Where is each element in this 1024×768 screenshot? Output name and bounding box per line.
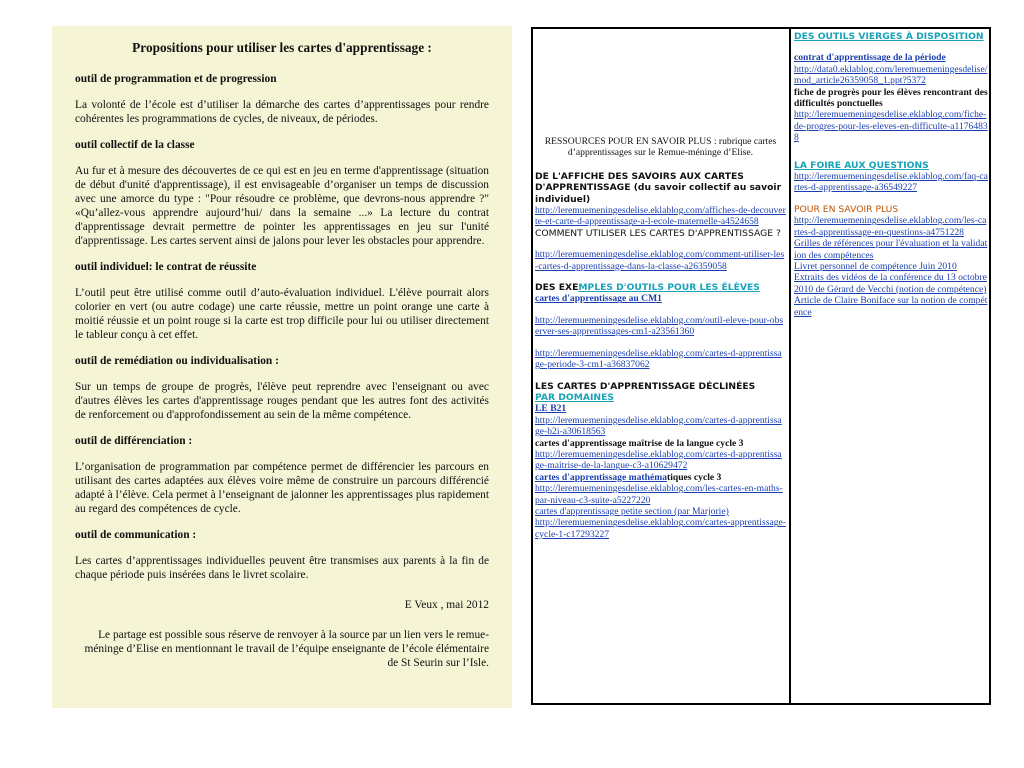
sharing-notice: Le partage est possible sous réserve de renvoyer à la source par un lien vers le remue-méninge d’Elise en mentionnant le travail de l’équipe enseignante de l’école élémentaire de St Seurin sur l’Isle.: [84, 629, 489, 669]
livret-link[interactable]: Livret personnel de compétence Juin 2010: [794, 260, 957, 272]
affiche-link[interactable]: http://leremuemeningesdelise.eklablog.com/affiches-de-decouverte-et-carte-d-apprentissage-a-l-ecole-maternelle-a4524658: [535, 205, 786, 228]
contrat-link[interactable]: http://data0.eklablog.com/leremuemeningesdelise/mod_article26359058_1.ppt?5372: [794, 63, 988, 87]
section-text-individuel: L’outil peut être utilisé comme outil d’auto-évaluation individuel. L'élève pourrait alors colorier en vert (ou autre codage) une carte réussie, mettre un point orange une carte à moitié réussie et un point rouge si la carte est trop difficile pour lui ou utiliser directement le tableur conçu à cet effet.: [75, 287, 489, 341]
faq-heading-link[interactable]: LA FOIRE AUX QUESTIONS: [794, 159, 929, 171]
section-heading-communication: outil de communication :: [75, 529, 197, 541]
videos-link[interactable]: Extraits des vidéos de la conférence du 13 octobre 2010 de Gérard de Vecchi (notion de compétence): [794, 272, 987, 295]
maths-link[interactable]: http://leremuemeningesdelise.eklablog.com/les-cartes-en-maths-par-niveau-c3-suite-a5227220: [535, 483, 783, 506]
b21-link[interactable]: http://leremuemeningesdelise.eklablog.com/cartes-d-apprentissage-b2i-a30618563: [535, 414, 782, 438]
section-heading-individuel: outil individuel: le contrat de réussite: [75, 261, 257, 273]
plus-heading: POUR EN SAVOIR PLUS: [794, 203, 899, 215]
section-heading-collectif: outil collectif de la classe: [75, 139, 195, 151]
section-text-differenciation: L’organisation de programmation par compétence permet de différencier les parcours en utilisant des cartes adaptées aux élèves voire même de construire un parcours différencié adapté à l’élève. Cela permet à l’enseignant de jalonner les apprentissages plus rapidement au regard des compétences de cycle.: [75, 461, 489, 515]
ps-link[interactable]: http://leremuemeningesdelise.eklablog.com/cartes-apprentissage-cycle-1-c17293227: [535, 517, 786, 540]
section-text-remediation: Sur un temps de groupe de progrès, l'élève peut reprendre avec l'enseignant ou avec d'autres élèves les cartes d'apprentissage rouges pendant que les autres font des activités de renforcement ou d'approfondissement au sein de la même compétence.: [75, 381, 489, 421]
signature: E Veux , mai 2012: [404, 599, 489, 611]
table-column-divider: [789, 27, 791, 705]
affiche-heading: DE L'AFFICHE DES SAVOIRS AUX CARTES D'APPRENTISSAGE (du savoir collectif au savoir individuel): [535, 170, 782, 205]
declinees-heading: LES CARTES D'APPRENTISSAGE DÉCLINÉES: [535, 380, 756, 392]
grilles-link[interactable]: Grilles de références pour l'évaluation et la validation des compétences: [794, 238, 988, 261]
maths-label-rest: tiques cycle 3: [667, 471, 722, 483]
maitrise-label: cartes d'apprentissage maîtrise de la langue cycle 3: [535, 437, 744, 449]
exemples-heading: [535, 282, 786, 293]
section-heading-differenciation: outil de différenciation :: [75, 435, 193, 447]
faq-link[interactable]: http://leremuemeningesdelise.eklablog.com/faq-cartes-d-apprentissage-a36549227: [794, 171, 988, 194]
cm1-label-link[interactable]: cartes d'apprentissage au CM1: [535, 293, 662, 305]
comment-heading: COMMENT UTILISER LES CARTES D'APPRENTISSAGE ?: [535, 227, 781, 239]
cm1-link-1[interactable]: http://leremuemeningesdelise.eklablog.com/outil-eleve-pour-observer-ses-apprentissages-cm1-a23561360: [535, 314, 784, 338]
maths-label: [535, 472, 786, 483]
plus-link[interactable]: http://leremuemeningesdelise.eklablog.com/les-cartes-d-apprentissage-en-questions-a4751228: [794, 215, 987, 238]
b21-label-link[interactable]: LE B21: [535, 403, 567, 415]
par-domaines-link[interactable]: PAR DOMAINES: [535, 391, 614, 403]
section-heading-programmation: outil de programmation et de progression: [75, 73, 277, 85]
propositions-title: Propositions pour utiliser les cartes d'apprentissage :: [132, 40, 432, 55]
resources-title: RESSOURCES POUR EN SAVOIR PLUS : rubrique cartes d’apprentissages sur le Remue-méninge d’Elise.: [544, 136, 777, 159]
exemples-heading-link[interactable]: MPLES D'OUTILS POUR LES ÉLÈVES: [578, 282, 760, 294]
maths-label-link[interactable]: cartes d'apprentissage mathéma: [535, 471, 667, 483]
tools-column: [794, 31, 988, 318]
fiche-link[interactable]: http://leremuemeningesdelise.eklablog.com/fiche-de-progres-pour-les-eleves-en-difficulte-a11764838: [794, 109, 988, 144]
section-text-communication: Les cartes d’apprentissages individuelles peuvent être transmises aux parents à la fin de chaque période puis insérées dans le livret scolaire.: [75, 555, 489, 581]
ps-label-link[interactable]: cartes d'apprentissage petite section (par Marjorie): [535, 505, 729, 517]
section-text-programmation: La volonté de l’école est d’utiliser la démarche des cartes d’apprentissages pour rendre cohérentes les programmations de cycles, de niveaux, de périodes.: [75, 99, 489, 125]
contrat-label-link[interactable]: contrat d'apprentissage de la période: [794, 52, 946, 64]
outils-heading-link[interactable]: DES OUTILS VIERGES À DISPOSITION: [794, 31, 984, 42]
section-text-collectif: Au fur et à mesure des découvertes de ce qui est en jeu en terme d'apprentissage (situation de début d'unité d'apprentissage), il est envisageable d’organiser un temps de discussion avec une amorce du type : "Pour résoudre ce problème, que devrons-nous apprendre ?" «Qu’allez-vous apprendre aujourd’hui/ dans la semaine ...» La lecture du contrat d'apprentissage devrait permettre de pointer les apprentissages en jeu sur l'unité d'apprentissage. Les cartes servent ainsi de jalons pour lever les obstacles pour apprendre.: [75, 165, 489, 247]
exemples-heading-part1: DES EXE: [535, 282, 579, 294]
propositions-panel: [52, 26, 512, 708]
maitrise-link[interactable]: http://leremuemeningesdelise.eklablog.com/cartes-d-apprentissage-maitrise-de-la-langue-c3-a10629472: [535, 448, 782, 472]
article-link[interactable]: Article de Claire Boniface sur la notion de compétence: [794, 295, 988, 318]
section-heading-remediation: outil de remédiation ou individualisation :: [75, 355, 279, 367]
cm1-link-2[interactable]: http://leremuemeningesdelise.eklablog.com/cartes-d-apprentissage-periode-3-cm1-a36837062: [535, 347, 782, 371]
resources-column: [535, 136, 786, 540]
fiche-label: fiche de progrès pour les élèves rencontrant des difficultés ponctuelles: [794, 86, 988, 110]
comment-link[interactable]: http://leremuemeningesdelise.eklablog.com/comment-utiliser-les-cartes-d-apprentissage-dans-la-classe-a26359058: [535, 249, 785, 272]
